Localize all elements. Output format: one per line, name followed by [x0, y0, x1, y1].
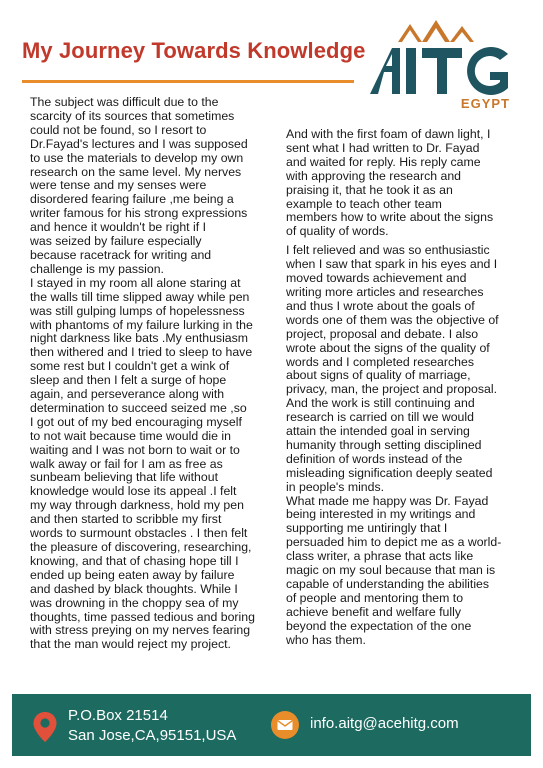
contact-footer	[12, 694, 531, 756]
envelope-icon	[270, 710, 300, 740]
email-link[interactable]: info.aitg@acehitg.com	[310, 715, 459, 732]
location-pin-icon	[32, 711, 58, 743]
body-paragraph: And with the first foam of dawn light, I sent what I had written to Dr. Fayad and waited for reply. His reply came with approving the research and praising it, that he took it as an example to teach other team members how to write about the signs of quality of words.	[286, 127, 494, 239]
logo-country-label: EGYPT	[460, 96, 510, 111]
left-column	[30, 96, 278, 652]
address-line-2: San Jose,CA,95151,USA	[68, 727, 237, 744]
aitg-logo-icon	[366, 14, 514, 96]
page-title: My Journey Towards Knowledge	[22, 38, 366, 63]
right-column	[286, 128, 518, 648]
body-paragraph: The subject was difficult due to the scarcity of its sources that sometimes could not be found, so I resort to Dr.Fayad's lectures and I was supposed to use the materials to develop my own research on the same level. My nerves were tense and my senses were disordered fearing failure ,me being a writer famous for his strong expressions and hence it wouldn't be right if I was seized by failure especially because racetrack for writing and challenge is my passion. I stayed in my room all alone staring at the walls till time slipped away while pen was still gulping lumps of hopelessness with phantoms of my failure lurking in the night darkness like bats .My enthusiasm then withered and I tried to sleep to have some rest but I couldn't get a wink of sleep and then I felt a surge of hope again, and perseverance along with determination to succeed seized me ,so I got out of my bed encouraging myself to not wait because time would die in waiting and I was not born to wait or to walk away or fail for I am as free as sunbeam believing that life without knowledge would lose its appeal .I felt my way through darkness, hold my pen and then started to scribble my first words to surmount obstacles . I then felt the pleasure of discovering, researching, knowing, and that of chasing hope till I ended up being eaten away by failure and dashed by black thoughts. While I was drowning in the choppy sea of my thoughts, time passed tedious and boring with stress preying on my nerves fearing that the man would reject my project.	[30, 95, 255, 652]
address-line-1: P.O.Box 21514	[68, 707, 168, 724]
aitg-logo	[366, 14, 514, 118]
body-paragraph: I felt relieved and was so enthusiastic when I saw that spark in his eyes and I moved towards achievement and writing more articles and researches and thus I wrote about the goals of words one of them was the objective of project, proposal and debate. I also wrote about the signs of the quality of words and I completed researches about signs of quality of marriage, privacy, man, the project and proposal. And the work is still continuing and research is carried on till we would attain the intended goal in serving humanity through setting disciplined definition of words instead of the misleading signification deeply seated in people's minds. What made me happy was Dr. Fayad being interested in my writings and supporting me untiringly that I persuaded him to depict me as a world- class writer, a phrase that acts like magic on my soul because that man is capable of understanding the abilities of people and mentoring them to achieve benefit and welfare fully beyond the expectation of the one who has them.	[286, 243, 502, 647]
title-underline	[22, 80, 354, 83]
